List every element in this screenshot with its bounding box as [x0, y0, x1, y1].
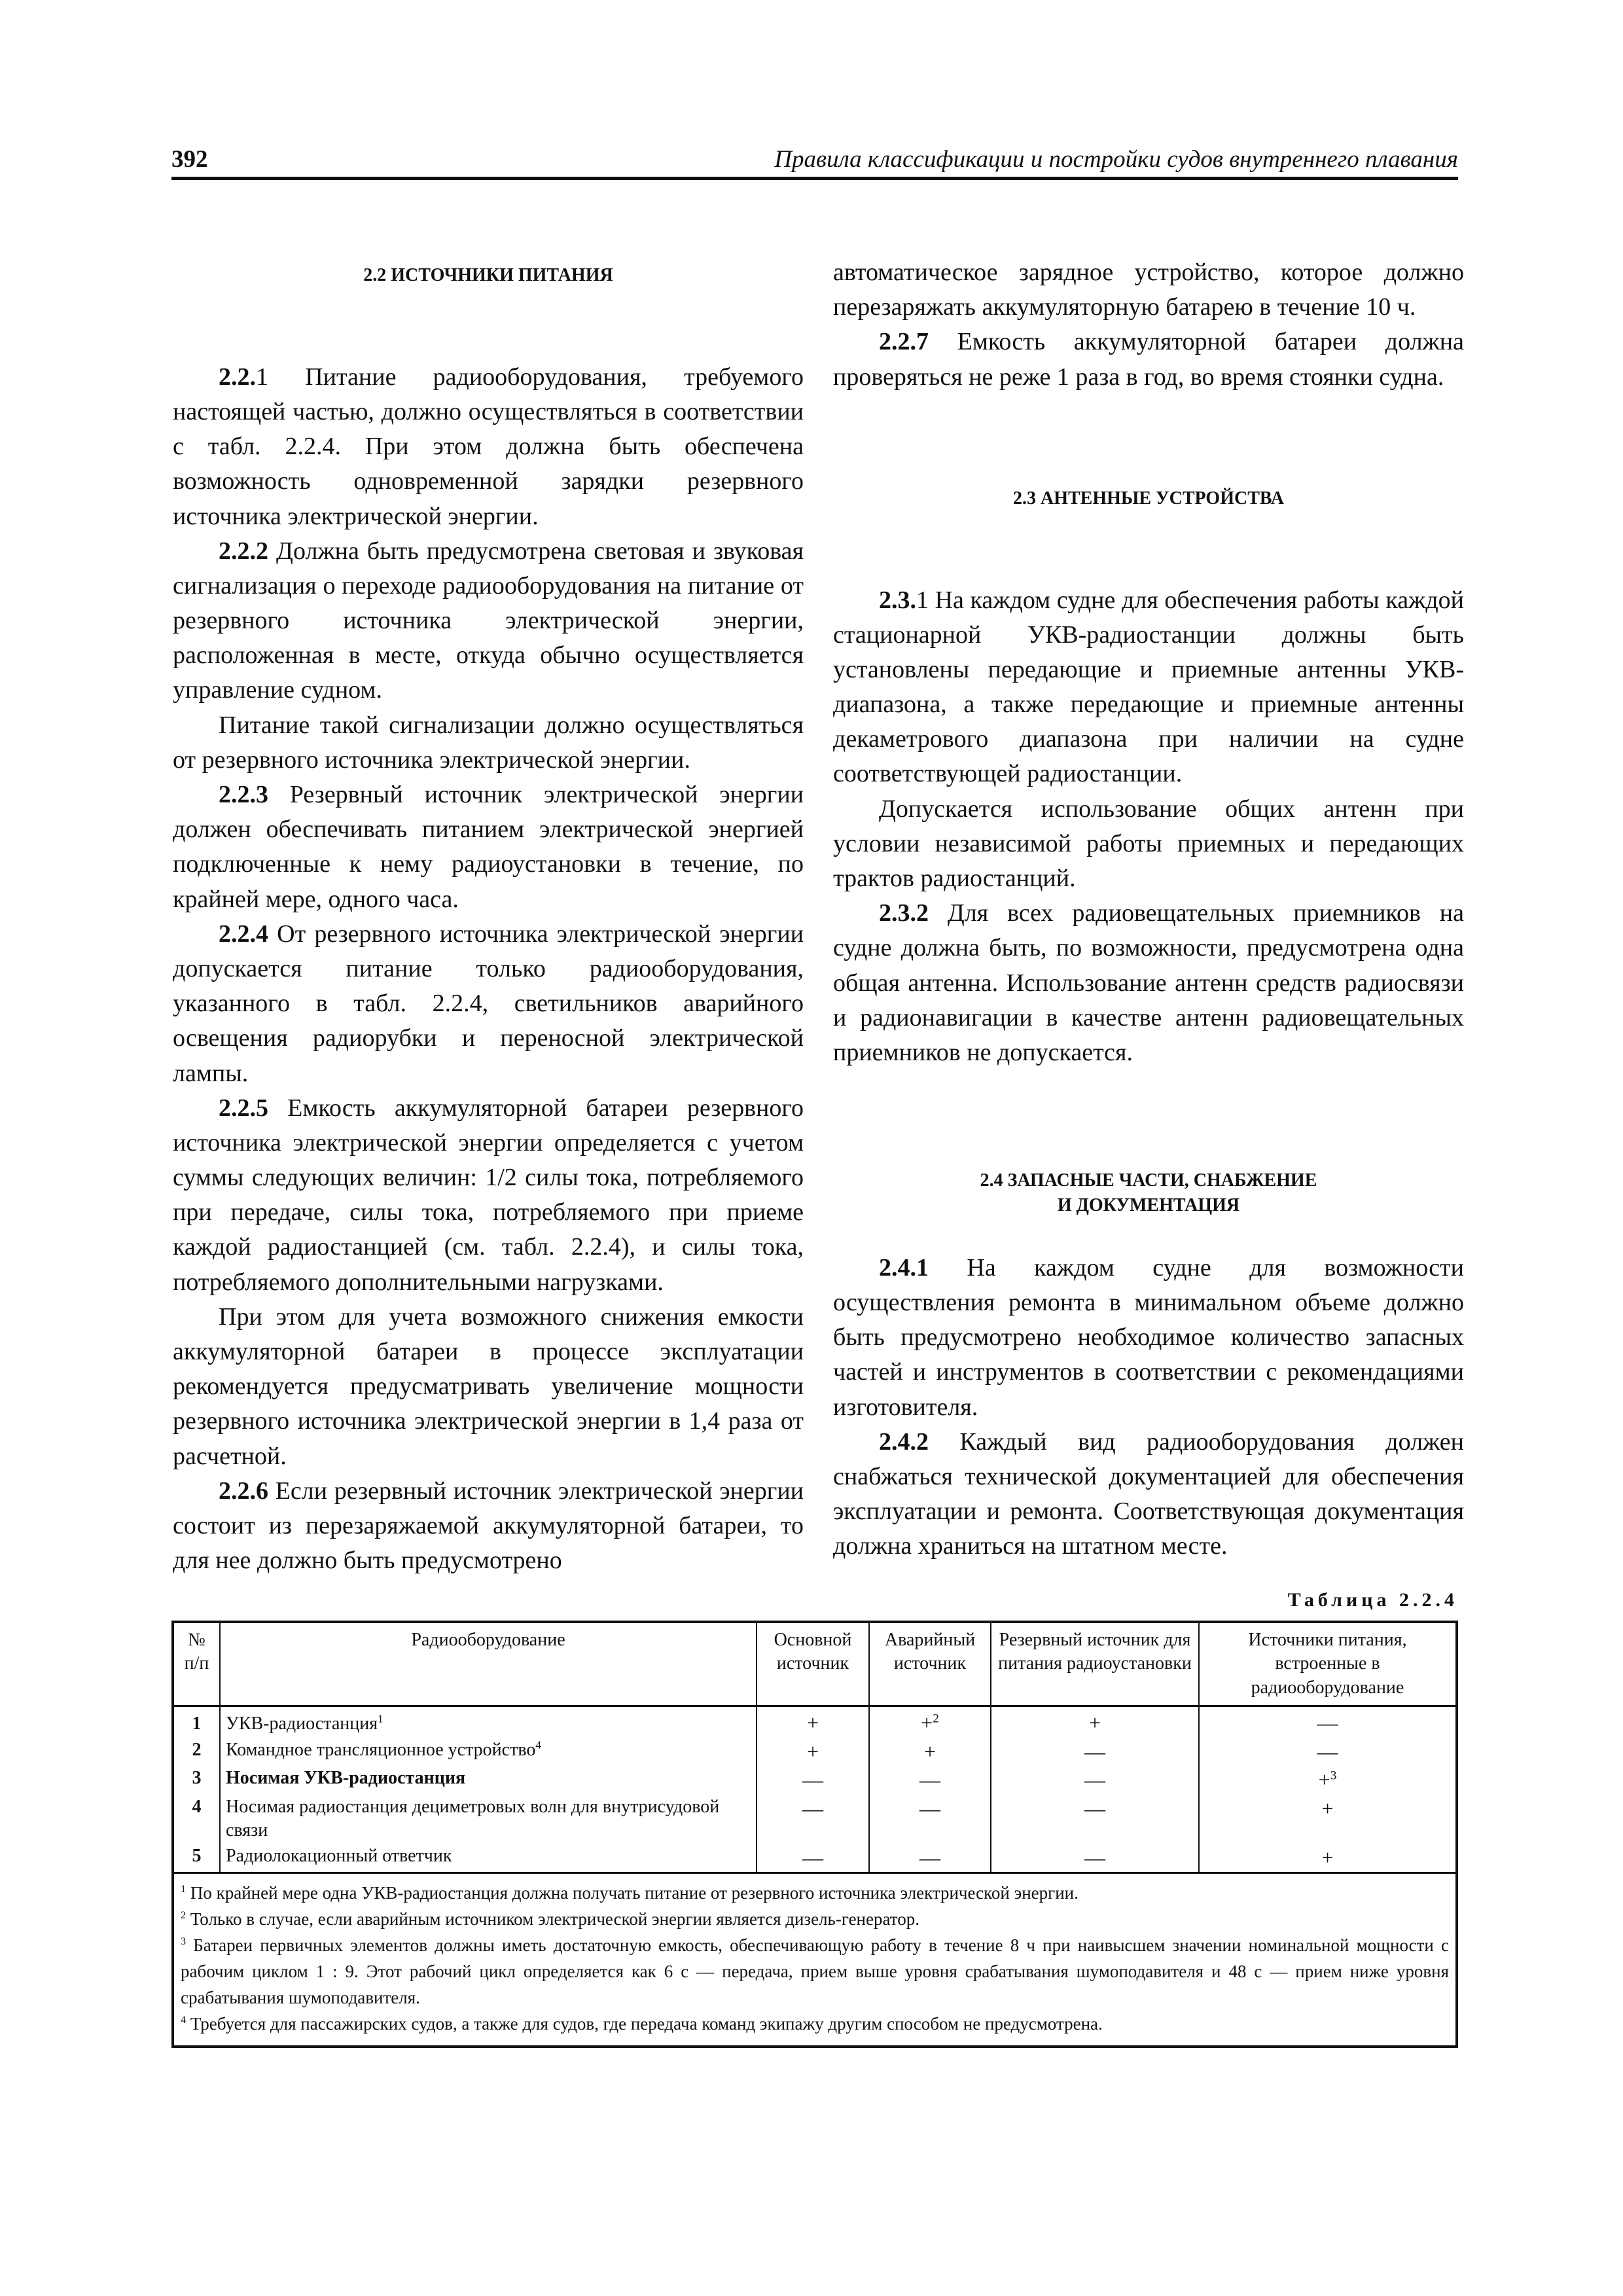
footnote-ref: 1 — [378, 1712, 383, 1725]
heading-line-2: И ДОКУМЕНТАЦИЯ — [1057, 1194, 1240, 1215]
clause-number: 2.2.3 — [219, 781, 268, 809]
equipment-name: Носимая УКВ-радиостанция — [220, 1766, 757, 1795]
footnote — [181, 1933, 1449, 2011]
left-column — [173, 255, 804, 1578]
equipment-name — [220, 1738, 757, 1767]
footnote-mark: 4 — [181, 2014, 187, 2026]
equipment-name: Радиолокационный ответчик — [220, 1844, 757, 1873]
section-heading-2-3: 2.3 АНТЕННЫЕ УСТРОЙСТВА — [1012, 488, 1285, 509]
clause-number: 2.4.1 — [879, 1253, 929, 1282]
cell-reserve: + — [991, 1706, 1199, 1738]
table-row — [174, 1795, 1455, 1844]
cell-built-in: + — [1199, 1844, 1455, 1873]
page-number: 392 — [171, 146, 208, 173]
paragraph-2-2-4 — [173, 917, 804, 1091]
paragraph-text: Емкость аккумуляторной батареи должна проверяться не реже 1 раза в год, во время стоянки судна. — [833, 328, 1464, 391]
paragraph-2-4-2 — [833, 1425, 1464, 1564]
row-number: 4 — [192, 1796, 202, 1817]
cell-built-in: — — [1199, 1738, 1455, 1767]
header-rule — [171, 177, 1458, 180]
cell-main: — — [757, 1795, 869, 1844]
paragraph-2-2-5 — [173, 1091, 804, 1300]
paragraph-capacity-margin: При этом для учета возможного снижения емкости аккумуляторной батареи в процессе эксплуатации рекомендуется предусматривать увеличение мощности резервного источника электрической энергии в 1,4 раза от расчетной. — [173, 1302, 804, 1470]
cell-emergency: — — [869, 1795, 991, 1844]
cell-reserve: — — [991, 1844, 1199, 1873]
paragraph-text: На каждом судне для обеспечения работы каждой стационарной УКВ-радиостанции должны быть установлены передающие и приемные антенны УКВ-диапазона, а также передающие и приемные антенны декаметрового диапазона при наличии на судне соответствующей радиостанции. — [833, 586, 1464, 788]
footnote-text: Требуется для пассажирских судов, а также для судов, где передача команд экипажу другим способом не предусмотрена. — [186, 2014, 1103, 2034]
cell-main: + — [757, 1706, 869, 1738]
table-grid — [174, 1623, 1455, 1872]
clause-number: 2.2.6 — [219, 1477, 268, 1505]
row-number: 2 — [192, 1739, 202, 1760]
cell-emergency: + — [869, 1738, 991, 1767]
clause-number: 2.2.5 — [219, 1094, 268, 1122]
cell-built-in: + — [1199, 1795, 1455, 1844]
paragraph-text: Каждый вид радиооборудования должен снабжаться технической документацией для обеспечения эксплуатации и ремонта. Соответствующая документация должна храниться на штатном месте. — [833, 1427, 1464, 1560]
row-number: 5 — [192, 1845, 202, 1866]
section-heading-2-2: 2.2 ИСТОЧНИКИ ПИТАНИЯ — [363, 265, 613, 285]
footnote-ref: 4 — [535, 1738, 541, 1751]
footnote-ref: 2 — [933, 1712, 939, 1726]
header-number: № п/п — [174, 1623, 220, 1706]
table-row — [174, 1738, 1455, 1767]
clause-number: 2.2.2 — [219, 537, 268, 565]
paragraph-2-2-1 — [173, 360, 804, 534]
table-row — [174, 1844, 1455, 1873]
running-title: Правила классификации и постройки судов внутреннего плавания — [774, 146, 1458, 173]
table-header-row — [174, 1623, 1455, 1706]
paragraph-text: Для всех радиовещательных приемников на судне должна быть, по возможности, предусмотрена одна общая антенна. Использование антенн средств радиосвязи и радионавигации в качестве антенн радиовещательных приемников не допускается. — [833, 899, 1464, 1066]
right-column — [833, 255, 1464, 1564]
paragraph-2-3-2 — [833, 896, 1464, 1070]
clause-number: 2.2. — [219, 363, 256, 391]
cell-main: — — [757, 1766, 869, 1795]
paragraph-text: Должна быть предусмотрена световая и звуковая сигнализация о переходе радиооборудования на питание от резервного источника электрической энергии, расположенная в месте, откуда обычно осуществляется управление судном. — [173, 537, 804, 704]
clause-number: 2.2.4 — [219, 920, 268, 948]
footnote-text: По крайней мере одна УКВ-радиостанция должна получать питание от резервного источника электрической энергии. — [186, 1883, 1079, 1903]
equipment-name — [220, 1706, 757, 1738]
clause-number: 2.3. — [879, 586, 916, 614]
footnote-text: Только в случае, если аварийным источником электрической энергии является дизель-генератор. — [186, 1909, 919, 1929]
cell-built-in: — — [1199, 1706, 1455, 1738]
paragraph-2-3-1 — [833, 583, 1464, 792]
header-built-in-source: Источники питания, встроенные в радиооборудование — [1199, 1623, 1455, 1706]
paragraph-2-4-1 — [833, 1251, 1464, 1425]
cell-built-in-value: + — [1318, 1768, 1330, 1792]
clause-number-digit: 1 — [916, 586, 929, 614]
cell-emergency: — — [869, 1844, 991, 1873]
paragraph-2-2-6 — [173, 1474, 804, 1579]
paragraph-2-2-3 — [173, 778, 804, 917]
clause-number-digit: 1 — [256, 363, 268, 391]
paragraph-2-2-7 — [833, 325, 1464, 394]
paragraph-text: От резервного источника электрической энергии допускается питание только радиооборудования, указанного в табл. 2.2.4, светильников аварийного освещения радиорубки и переносной электрической лампы. — [173, 920, 804, 1087]
table-caption: Таблица 2.2.4 — [1287, 1589, 1458, 1611]
cell-main: + — [757, 1738, 869, 1767]
footnote — [181, 2011, 1449, 2037]
footnote — [181, 1880, 1449, 1907]
paragraph-text: Емкость аккумуляторной батареи резервного источника электрической энергии определяется с учетом суммы следующих величин: 1/2 силы тока, потребляемого при передаче, силы тока, потребляемого при приеме каждой радиостанцией (см. табл. 2.2.4), и силы тока, потребляемого дополнительными нагрузками. — [173, 1094, 804, 1296]
cell-emergency: — — [869, 1766, 991, 1795]
table-row — [174, 1706, 1455, 1738]
paragraph-text: Резервный источник электрической энергии должен обеспечивать питанием электрической энергией подключенные к нему радиоустановки в течение, по крайней мере, одного часа. — [173, 781, 804, 913]
footnote-mark: 1 — [181, 1883, 187, 1895]
footnote-text: Батареи первичных элементов должны иметь достаточную емкость, обеспечивающую работу в течение 8 ч при наивысшем значении номинальной мощности с рабочим циклом 1 : 9. Этот рабочий цикл определяется как 6 с — передача, прием выше уровня срабатывания шумоподавителя и 48 с — прием ниже уровня срабатывания шумоподавителя. — [181, 1935, 1449, 2008]
footnote-mark: 2 — [181, 1909, 187, 1922]
section-heading-2-4 — [833, 1168, 1464, 1218]
heading-line-1: 2.4 ЗАПАСНЫЕ ЧАСТИ, СНАБЖЕНИЕ — [980, 1170, 1317, 1191]
cell-main: — — [757, 1844, 869, 1873]
header-main-source: Основной источник — [757, 1623, 869, 1706]
paragraph-signal-power: Питание такой сигнализации должно осуществляться от резервного источника электрической энергии. — [173, 711, 804, 774]
header-reserve-source: Резервный источник для питания радиоустановки — [991, 1623, 1199, 1706]
cell-reserve: — — [991, 1766, 1199, 1795]
clause-number: 2.4.2 — [879, 1427, 929, 1456]
cell-emergency-value: + — [921, 1711, 933, 1735]
header-equipment: Радиооборудование — [220, 1623, 757, 1706]
cell-reserve: — — [991, 1795, 1199, 1844]
power-sources-table — [171, 1621, 1458, 2048]
footnote-ref: 3 — [1330, 1768, 1337, 1783]
paragraph-shared-antennas: Допускается использование общих антенн при условии независимой работы приемных и передающих трактов радиостанций. — [833, 795, 1464, 893]
clause-number: 2.3.2 — [879, 899, 929, 927]
cell-emergency — [869, 1706, 991, 1738]
equipment-label: УКВ-радиостанция — [226, 1713, 378, 1734]
row-number: 1 — [192, 1713, 202, 1734]
clause-number: 2.2.7 — [879, 328, 929, 356]
paragraph-text: Питание радиооборудования, требуемого настоящей частью, должно осуществляться в соответствии с табл. 2.2.4. При этом должна быть обеспечена возможность одновременной зарядки резервного источника электрической энергии. — [173, 363, 804, 530]
footnote-mark: 3 — [181, 1935, 187, 1948]
cell-reserve: — — [991, 1738, 1199, 1767]
footnote — [181, 1907, 1449, 1933]
paragraph-2-2-2 — [173, 534, 804, 708]
equipment-name: Носимая радиостанция дециметровых волн для внутрисудовой связи — [220, 1795, 757, 1844]
header-emergency-source: Аварийный источник — [869, 1623, 991, 1706]
equipment-label: Командное трансляционное устройство — [226, 1739, 536, 1760]
row-number: 3 — [192, 1768, 202, 1789]
paragraph-continuation: автоматическое зарядное устройство, которое должно перезаряжать аккумуляторную батарею в течение 10 ч. — [833, 259, 1464, 321]
paragraph-text: На каждом судне для возможности осуществления ремонта в минимальном объеме должно быть предусмотрено необходимое количество запасных частей и инструментов в соответствии с рекомендациями изготовителя. — [833, 1253, 1464, 1421]
table-footnotes — [174, 1872, 1455, 2045]
table-row — [174, 1766, 1455, 1795]
paragraph-text: Если резервный источник электрической энергии состоит из перезаряжаемой аккумуляторной батареи, то для нее должно быть предусмотрено — [173, 1477, 804, 1575]
cell-built-in — [1199, 1766, 1455, 1795]
